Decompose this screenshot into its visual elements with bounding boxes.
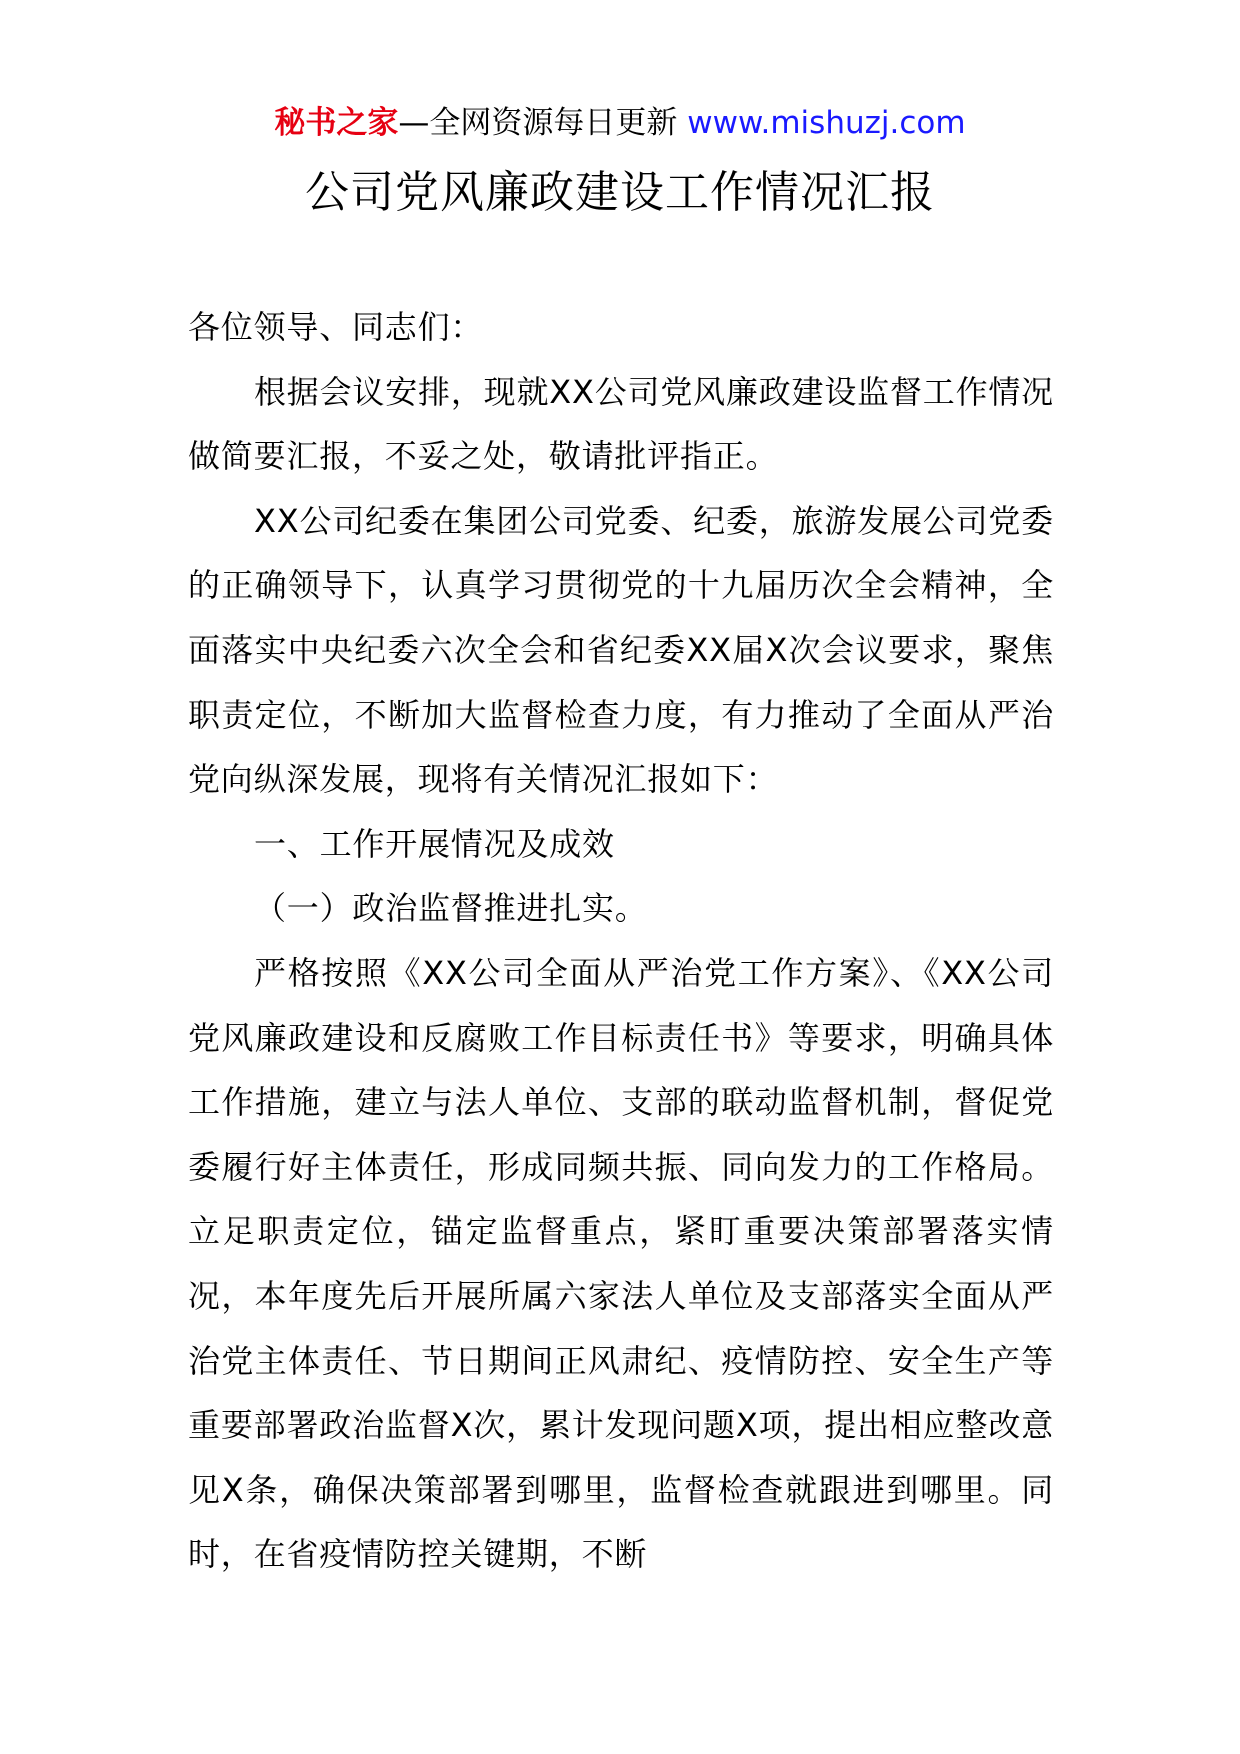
- paragraph-intro: 根据会议安排，现就XX公司党风廉政建设监督工作情况做简要汇报，不妥之处，敬请批评指正。: [188, 372, 1054, 476]
- paragraph-overview: XX公司纪委在集团公司党委、纪委，旅游发展公司党委的正确领导下，认真学习贯彻党的十九届历次全会精神，全面落实中央纪委六次全会和省纪委XX届X次会议要求，聚焦职责定位，不断加大监督检查力度，有力推动了全面从严治党向纵深发展，现将有关情况汇报如下：: [188, 501, 1054, 799]
- site-url: www.mishuzj.com: [687, 105, 966, 141]
- subsection-heading: （一）政治监督推进扎实。: [254, 889, 648, 928]
- section-heading: 一、工作开展情况及成效: [254, 824, 615, 863]
- site-brand: 秘书之家: [274, 105, 399, 141]
- watermark-header: [0, 102, 1240, 144]
- document-body: [188, 295, 1054, 1587]
- document-title: 公司党风廉政建设工作情况汇报: [305, 167, 935, 218]
- salutation: 各位领导、同志们：: [188, 308, 484, 346]
- paragraph-political-supervision: 严格按照《XX公司全面从严治党工作方案》、《XX公司党风廉政建设和反腐败工作目标责任书》等要求，明确具体工作措施，建立与法人单位、支部的联动监督机制，督促党委履行好主体责任，形成同频共振、同向发力的工作格局。立足职责定位，锚定监督重点，紧盯重要决策部署落实情况，本年度先后开展所属六家法人单位及支部落实全面从严治党主体责任、节日期间正风肃纪、疫情防控、安全生产等重要部署政治监督X次，累计发现问题X项，提出相应整改意见X条，确保决策部署到哪里，监督检查就跟进到哪里。同时，在省疫情防控关键期，不断: [188, 953, 1054, 1574]
- site-slogan: —全网资源每日更新: [398, 105, 688, 141]
